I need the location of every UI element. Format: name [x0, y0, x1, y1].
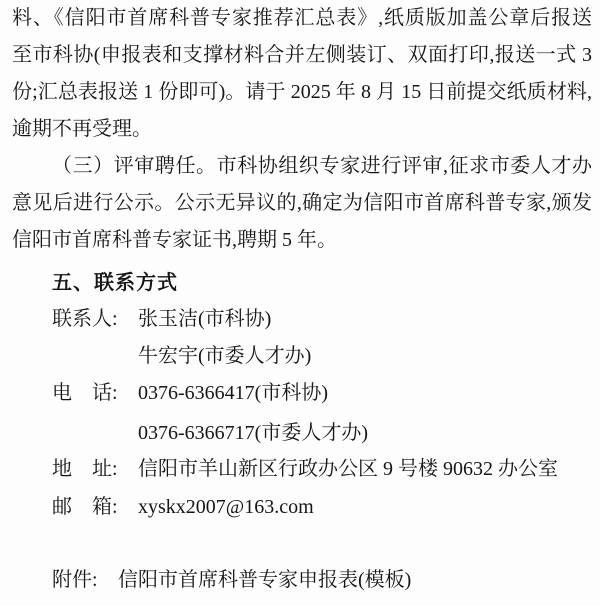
attachment-title: 信阳市首席科普专家申报表(模板)	[118, 569, 412, 591]
body-line: （三）评审聘任。市科协组织专家进行评审,征求市委人才办	[52, 155, 592, 177]
body-line: 至市科协(申报表和支撑材料合并左侧装订、双面打印,报送一式 3	[12, 44, 592, 66]
contact-person: 牛宏宇(市委人才办)	[138, 345, 312, 367]
email-address: xyskx2007@163.com	[138, 496, 314, 518]
body-line: 信阳市首席科普专家证书,聘期 5 年。	[12, 229, 337, 251]
phone-number: 0376-6366717(市委人才办)	[138, 422, 368, 444]
body-line: 意见后进行公示。公示无异议的,确定为信阳市首席科普专家,颁发	[12, 192, 592, 214]
body-line: 料、《信阳市首席科普专家推荐汇总表》,纸质版加盖公章后报送	[12, 7, 592, 29]
phone-label: 电 话:	[52, 382, 118, 404]
phone-number: 0376-6366417(市科协)	[138, 382, 328, 404]
address-text: 信阳市羊山新区行政办公区 9 号楼 90632 办公室	[138, 458, 558, 480]
email-label: 邮 箱:	[52, 496, 118, 518]
body-line: 份;汇总表报送 1 份即可)。请于 2025 年 8 月 15 日前提交纸质材料,	[12, 81, 592, 103]
body-line: 逾期不再受理。	[12, 118, 152, 140]
attachment-label: 附件:	[52, 569, 98, 591]
contact-person: 张玉洁(市科协)	[138, 308, 272, 330]
address-label: 地 址:	[52, 458, 118, 480]
section-heading: 五、联系方式	[52, 270, 178, 294]
contact-person-label: 联系人:	[52, 308, 118, 330]
